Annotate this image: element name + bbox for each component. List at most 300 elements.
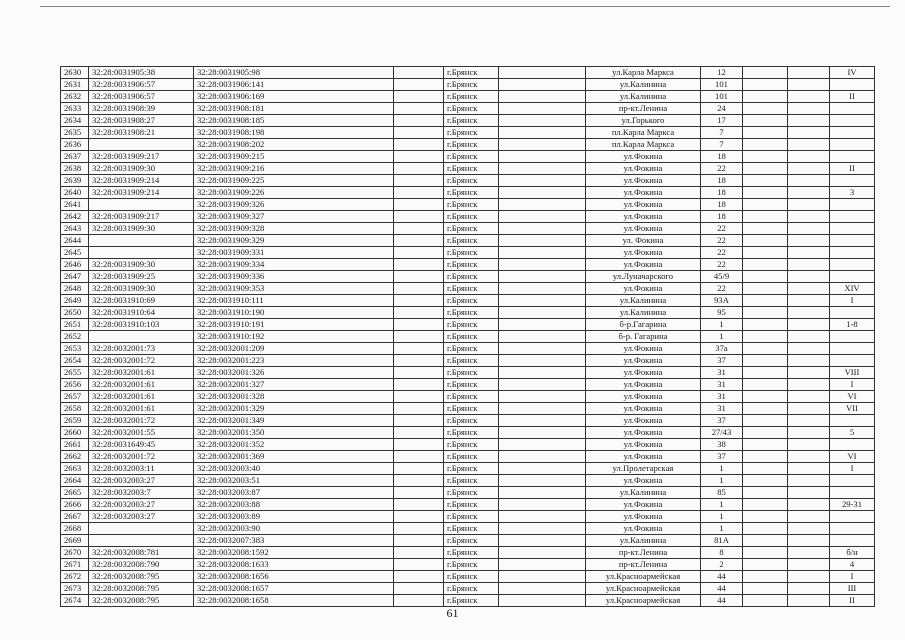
cell-row-number: 2656 (61, 379, 89, 391)
table-row (61, 391, 875, 403)
cell-blank-col (499, 259, 586, 271)
cell-blank-col (394, 535, 444, 547)
table-row (61, 379, 875, 391)
cell-city: г.Брянск (444, 187, 499, 199)
cell-object-cadastral-number: 32:28:0032003:90 (194, 523, 394, 535)
cell-land-cadastral-number (89, 235, 194, 247)
cell-street: ул.Фокина (586, 415, 701, 427)
cell-street: б-р. Гагарина (586, 331, 701, 343)
cell-blank-col (499, 211, 586, 223)
cell-object-cadastral-number: 32:28:0032003:88 (194, 499, 394, 511)
cell-city: г.Брянск (444, 139, 499, 151)
cell-row-number: 2650 (61, 307, 89, 319)
table-row (61, 259, 875, 271)
cell-house-number: 101 (701, 91, 743, 103)
cell-room-number (830, 79, 875, 91)
cell-row-number: 2663 (61, 463, 89, 475)
cell-city: г.Брянск (444, 283, 499, 295)
cell-house-number: 18 (701, 175, 743, 187)
cell-blank-col (499, 223, 586, 235)
cell-row-number: 2641 (61, 199, 89, 211)
cell-room-number: I (830, 379, 875, 391)
cell-house-number: 31 (701, 403, 743, 415)
cell-blank-col (743, 127, 788, 139)
cell-blank-col (788, 343, 830, 355)
cell-blank-col (788, 151, 830, 163)
cell-blank-col (394, 199, 444, 211)
cell-object-cadastral-number: 32:28:0031909:331 (194, 247, 394, 259)
table-row (61, 127, 875, 139)
cell-blank-col (743, 535, 788, 547)
cell-blank-col (788, 379, 830, 391)
cell-land-cadastral-number: 32:28:0031910:103 (89, 319, 194, 331)
cell-blank-col (499, 331, 586, 343)
cell-house-number: 85 (701, 487, 743, 499)
cell-row-number: 2660 (61, 427, 89, 439)
cell-blank-col (788, 331, 830, 343)
cell-street: ул.Фокина (586, 379, 701, 391)
cell-object-cadastral-number: 32:28:0032001:326 (194, 367, 394, 379)
cell-city: г.Брянск (444, 535, 499, 547)
cell-street: ул.Фокина (586, 187, 701, 199)
cell-row-number: 2652 (61, 331, 89, 343)
cell-blank-col (394, 283, 444, 295)
cell-city: г.Брянск (444, 379, 499, 391)
cell-room-number (830, 439, 875, 451)
cell-city: г.Брянск (444, 271, 499, 283)
cell-blank-col (499, 559, 586, 571)
cell-blank-col (499, 235, 586, 247)
cell-blank-col (788, 247, 830, 259)
cell-blank-col (743, 403, 788, 415)
cell-room-number (830, 235, 875, 247)
cell-object-cadastral-number: 32:28:0032001:329 (194, 403, 394, 415)
cell-row-number: 2648 (61, 283, 89, 295)
cell-object-cadastral-number: 32:28:0032008:1657 (194, 583, 394, 595)
top-border-line (40, 6, 890, 7)
cell-blank-col (394, 235, 444, 247)
cell-land-cadastral-number: 32:28:0032001:73 (89, 343, 194, 355)
cell-city: г.Брянск (444, 439, 499, 451)
cell-row-number: 2666 (61, 499, 89, 511)
table-row (61, 523, 875, 535)
cell-blank-col (743, 367, 788, 379)
cell-blank-col (788, 115, 830, 127)
cell-land-cadastral-number: 32:28:0032008:795 (89, 571, 194, 583)
cell-house-number: 1 (701, 523, 743, 535)
cell-city: г.Брянск (444, 235, 499, 247)
cell-room-number: VI (830, 451, 875, 463)
cell-blank-col (743, 595, 788, 607)
cell-blank-col (788, 175, 830, 187)
cell-blank-col (788, 235, 830, 247)
cell-room-number: II (830, 163, 875, 175)
cell-room-number (830, 415, 875, 427)
cell-row-number: 2667 (61, 511, 89, 523)
cell-blank-col (743, 583, 788, 595)
cell-blank-col (788, 583, 830, 595)
cell-blank-col (394, 439, 444, 451)
cell-house-number: 12 (701, 67, 743, 79)
cell-street: ул.Фокина (586, 511, 701, 523)
cell-object-cadastral-number: 32:28:0032001:350 (194, 427, 394, 439)
cell-object-cadastral-number: 32:28:0032003:51 (194, 475, 394, 487)
cell-land-cadastral-number: 32:28:0031909:217 (89, 151, 194, 163)
cell-object-cadastral-number: 32:28:0031908:202 (194, 139, 394, 151)
cell-city: г.Брянск (444, 307, 499, 319)
cell-blank-col (788, 547, 830, 559)
cell-blank-col (788, 127, 830, 139)
cell-land-cadastral-number: 32:28:0032003:27 (89, 499, 194, 511)
cell-street: ул.Фокина (586, 283, 701, 295)
cell-street: ул.Карла Маркса (586, 67, 701, 79)
cell-blank-col (743, 463, 788, 475)
table-row (61, 463, 875, 475)
cell-room-number: 1-8 (830, 319, 875, 331)
cell-house-number: 1 (701, 331, 743, 343)
cell-house-number: 37 (701, 451, 743, 463)
cell-land-cadastral-number (89, 199, 194, 211)
cell-object-cadastral-number: 32:28:0031909:334 (194, 259, 394, 271)
cell-city: г.Брянск (444, 403, 499, 415)
cell-blank-col (788, 91, 830, 103)
cell-room-number: 3 (830, 187, 875, 199)
cell-street: ул.Фокина (586, 391, 701, 403)
cell-city: г.Брянск (444, 79, 499, 91)
cell-room-number (830, 151, 875, 163)
cell-land-cadastral-number (89, 247, 194, 259)
cell-room-number (830, 139, 875, 151)
cell-blank-col (743, 295, 788, 307)
cell-blank-col (788, 475, 830, 487)
cell-house-number: 1 (701, 463, 743, 475)
cell-blank-col (743, 523, 788, 535)
cell-land-cadastral-number: 32:28:0032008:790 (89, 559, 194, 571)
cell-blank-col (394, 127, 444, 139)
cell-row-number: 2632 (61, 91, 89, 103)
cell-blank-col (394, 355, 444, 367)
cell-house-number: 1 (701, 319, 743, 331)
cell-blank-col (499, 439, 586, 451)
table-row (61, 451, 875, 463)
cell-object-cadastral-number: 32:28:0032003:89 (194, 511, 394, 523)
cell-object-cadastral-number: 32:28:0032008:1592 (194, 547, 394, 559)
cell-street: ул.Фокина (586, 151, 701, 163)
cell-object-cadastral-number: 32:28:0031909:336 (194, 271, 394, 283)
cell-blank-col (394, 91, 444, 103)
cell-room-number (830, 211, 875, 223)
cell-object-cadastral-number: 32:28:0031909:353 (194, 283, 394, 295)
cell-blank-col (788, 499, 830, 511)
cell-row-number: 2659 (61, 415, 89, 427)
table-row (61, 535, 875, 547)
cell-room-number (830, 259, 875, 271)
table-row (61, 331, 875, 343)
cell-row-number: 2668 (61, 523, 89, 535)
cell-city: г.Брянск (444, 115, 499, 127)
cell-land-cadastral-number: 32:28:0031908:39 (89, 103, 194, 115)
cell-blank-col (394, 79, 444, 91)
cell-room-number: 29-31 (830, 499, 875, 511)
cell-house-number: 93А (701, 295, 743, 307)
cell-blank-col (394, 487, 444, 499)
cell-street: ул.Фокина (586, 523, 701, 535)
cell-blank-col (788, 163, 830, 175)
cell-blank-col (499, 163, 586, 175)
cell-street: ул.Калинина (586, 91, 701, 103)
cell-room-number (830, 247, 875, 259)
cell-row-number: 2670 (61, 547, 89, 559)
cell-blank-col (788, 103, 830, 115)
cell-blank-col (743, 115, 788, 127)
cell-city: г.Брянск (444, 103, 499, 115)
cell-house-number: 18 (701, 187, 743, 199)
table-row (61, 571, 875, 583)
cell-house-number: 7 (701, 127, 743, 139)
cell-land-cadastral-number: 32:28:0031910:69 (89, 295, 194, 307)
cell-blank-col (499, 115, 586, 127)
cell-row-number: 2643 (61, 223, 89, 235)
cell-blank-col (394, 211, 444, 223)
cell-blank-col (499, 127, 586, 139)
cell-city: г.Брянск (444, 223, 499, 235)
cell-house-number: 1 (701, 499, 743, 511)
cell-city: г.Брянск (444, 523, 499, 535)
cell-city: г.Брянск (444, 295, 499, 307)
cell-blank-col (499, 271, 586, 283)
cell-blank-col (394, 259, 444, 271)
cell-street: ул.Калинина (586, 535, 701, 547)
cell-blank-col (499, 523, 586, 535)
cell-blank-col (499, 511, 586, 523)
cell-house-number: 22 (701, 235, 743, 247)
cell-blank-col (394, 175, 444, 187)
table-row (61, 367, 875, 379)
cell-blank-col (499, 535, 586, 547)
cell-house-number: 31 (701, 367, 743, 379)
cell-city: г.Брянск (444, 163, 499, 175)
cell-street: ул.Фокина (586, 403, 701, 415)
cell-blank-col (499, 187, 586, 199)
cell-street: ул.Фокина (586, 163, 701, 175)
cell-city: г.Брянск (444, 259, 499, 271)
cell-land-cadastral-number: 32:28:0032003:7 (89, 487, 194, 499)
cell-object-cadastral-number: 32:28:0031909:216 (194, 163, 394, 175)
cell-object-cadastral-number: 32:28:0031906:141 (194, 79, 394, 91)
cell-room-number (830, 475, 875, 487)
cell-blank-col (743, 499, 788, 511)
cell-blank-col (743, 139, 788, 151)
cell-land-cadastral-number (89, 535, 194, 547)
cell-city: г.Брянск (444, 559, 499, 571)
cell-blank-col (788, 307, 830, 319)
cell-room-number: б/н (830, 547, 875, 559)
cell-blank-col (499, 571, 586, 583)
cell-blank-col (788, 355, 830, 367)
cell-blank-col (394, 307, 444, 319)
cell-object-cadastral-number: 32:28:0031908:198 (194, 127, 394, 139)
cell-house-number: 95 (701, 307, 743, 319)
cell-city: г.Брянск (444, 247, 499, 259)
cell-street: ул.Фокина (586, 439, 701, 451)
cell-blank-col (499, 175, 586, 187)
table-row (61, 499, 875, 511)
cell-blank-col (499, 67, 586, 79)
cell-city: г.Брянск (444, 475, 499, 487)
cell-land-cadastral-number: 32:28:0032008:795 (89, 583, 194, 595)
cell-land-cadastral-number: 32:28:0031906:57 (89, 79, 194, 91)
table-row (61, 511, 875, 523)
cell-room-number: I (830, 571, 875, 583)
cell-blank-col (499, 199, 586, 211)
cell-blank-col (743, 511, 788, 523)
cell-blank-col (394, 571, 444, 583)
cell-blank-col (743, 187, 788, 199)
cell-blank-col (499, 355, 586, 367)
cell-street: ул. Фокина (586, 235, 701, 247)
cell-blank-col (788, 451, 830, 463)
cell-house-number: 18 (701, 151, 743, 163)
cell-blank-col (743, 283, 788, 295)
cell-blank-col (394, 331, 444, 343)
table-row (61, 403, 875, 415)
cell-row-number: 2631 (61, 79, 89, 91)
cell-street: ул.Фокина (586, 451, 701, 463)
cell-object-cadastral-number: 32:28:0031910:191 (194, 319, 394, 331)
cell-land-cadastral-number (89, 139, 194, 151)
cell-land-cadastral-number: 32:28:0032008:795 (89, 595, 194, 607)
table-row (61, 79, 875, 91)
cell-blank-col (499, 139, 586, 151)
cell-room-number (830, 487, 875, 499)
cell-land-cadastral-number: 32:28:0031909:25 (89, 271, 194, 283)
table-row (61, 271, 875, 283)
cell-blank-col (394, 547, 444, 559)
table-row (61, 151, 875, 163)
cell-house-number: 18 (701, 199, 743, 211)
cell-blank-col (743, 547, 788, 559)
cell-city: г.Брянск (444, 199, 499, 211)
cell-blank-col (788, 79, 830, 91)
cell-house-number: 101 (701, 79, 743, 91)
cell-row-number: 2657 (61, 391, 89, 403)
cell-house-number: 24 (701, 103, 743, 115)
cell-blank-col (788, 595, 830, 607)
cell-city: г.Брянск (444, 331, 499, 343)
cell-city: г.Брянск (444, 367, 499, 379)
cell-street: пл.Карла Маркса (586, 139, 701, 151)
cell-blank-col (499, 295, 586, 307)
table-row (61, 319, 875, 331)
cell-object-cadastral-number: 32:28:0032001:209 (194, 343, 394, 355)
cell-blank-col (788, 415, 830, 427)
cell-object-cadastral-number: 32:28:0032008:1656 (194, 571, 394, 583)
cell-blank-col (394, 187, 444, 199)
cell-blank-col (394, 223, 444, 235)
cell-blank-col (788, 139, 830, 151)
cell-street: ул.Красноармейская (586, 571, 701, 583)
cell-house-number: 22 (701, 163, 743, 175)
cell-blank-col (743, 439, 788, 451)
cell-street: ул.Калинина (586, 487, 701, 499)
cell-land-cadastral-number: 32:28:0032003:27 (89, 511, 194, 523)
cell-row-number: 2646 (61, 259, 89, 271)
cell-blank-col (743, 103, 788, 115)
cell-blank-col (743, 163, 788, 175)
cell-object-cadastral-number: 32:28:0032008:1633 (194, 559, 394, 571)
cell-blank-col (743, 223, 788, 235)
cell-object-cadastral-number: 32:28:0031909:215 (194, 151, 394, 163)
cell-row-number: 2645 (61, 247, 89, 259)
cell-street: ул.Фокина (586, 475, 701, 487)
cell-house-number: 44 (701, 583, 743, 595)
cell-street: ул.Фокина (586, 211, 701, 223)
cell-row-number: 2653 (61, 343, 89, 355)
cell-blank-col (743, 199, 788, 211)
cell-house-number: 31 (701, 391, 743, 403)
cell-row-number: 2642 (61, 211, 89, 223)
cell-blank-col (499, 391, 586, 403)
cell-house-number: 81А (701, 535, 743, 547)
cell-house-number: 22 (701, 247, 743, 259)
cell-room-number (830, 355, 875, 367)
cell-street: ул.Луначарского (586, 271, 701, 283)
cell-street: ул.Красноармейская (586, 595, 701, 607)
table-row (61, 139, 875, 151)
cell-blank-col (743, 475, 788, 487)
cell-blank-col (394, 379, 444, 391)
cell-blank-col (394, 523, 444, 535)
table-row (61, 427, 875, 439)
cell-house-number: 2 (701, 559, 743, 571)
cell-blank-col (499, 595, 586, 607)
table-row (61, 163, 875, 175)
cell-object-cadastral-number: 32:28:0032007:383 (194, 535, 394, 547)
cell-blank-col (394, 403, 444, 415)
cell-room-number: III (830, 583, 875, 595)
cell-blank-col (788, 199, 830, 211)
cell-land-cadastral-number: 32:28:0031909:30 (89, 283, 194, 295)
cell-room-number (830, 199, 875, 211)
cell-blank-col (788, 391, 830, 403)
cell-row-number: 2655 (61, 367, 89, 379)
cell-land-cadastral-number: 32:28:0031909:214 (89, 175, 194, 187)
table-row (61, 103, 875, 115)
cell-blank-col (788, 295, 830, 307)
cell-blank-col (788, 535, 830, 547)
table-row (61, 115, 875, 127)
cell-land-cadastral-number: 32:28:0032003:11 (89, 463, 194, 475)
cell-row-number: 2630 (61, 67, 89, 79)
cell-room-number (830, 535, 875, 547)
cell-object-cadastral-number: 32:28:0032001:369 (194, 451, 394, 463)
cell-blank-col (743, 307, 788, 319)
cell-blank-col (394, 511, 444, 523)
cell-blank-col (499, 583, 586, 595)
cell-blank-col (788, 223, 830, 235)
table-row (61, 91, 875, 103)
table-row (61, 283, 875, 295)
cell-city: г.Брянск (444, 583, 499, 595)
cell-blank-col (394, 463, 444, 475)
cell-blank-col (394, 559, 444, 571)
cell-street: ул.Красноармейская (586, 583, 701, 595)
cell-street: ул.Фокина (586, 247, 701, 259)
cell-street: ул.Фокина (586, 223, 701, 235)
cell-blank-col (788, 67, 830, 79)
cell-city: г.Брянск (444, 511, 499, 523)
cell-city: г.Брянск (444, 451, 499, 463)
